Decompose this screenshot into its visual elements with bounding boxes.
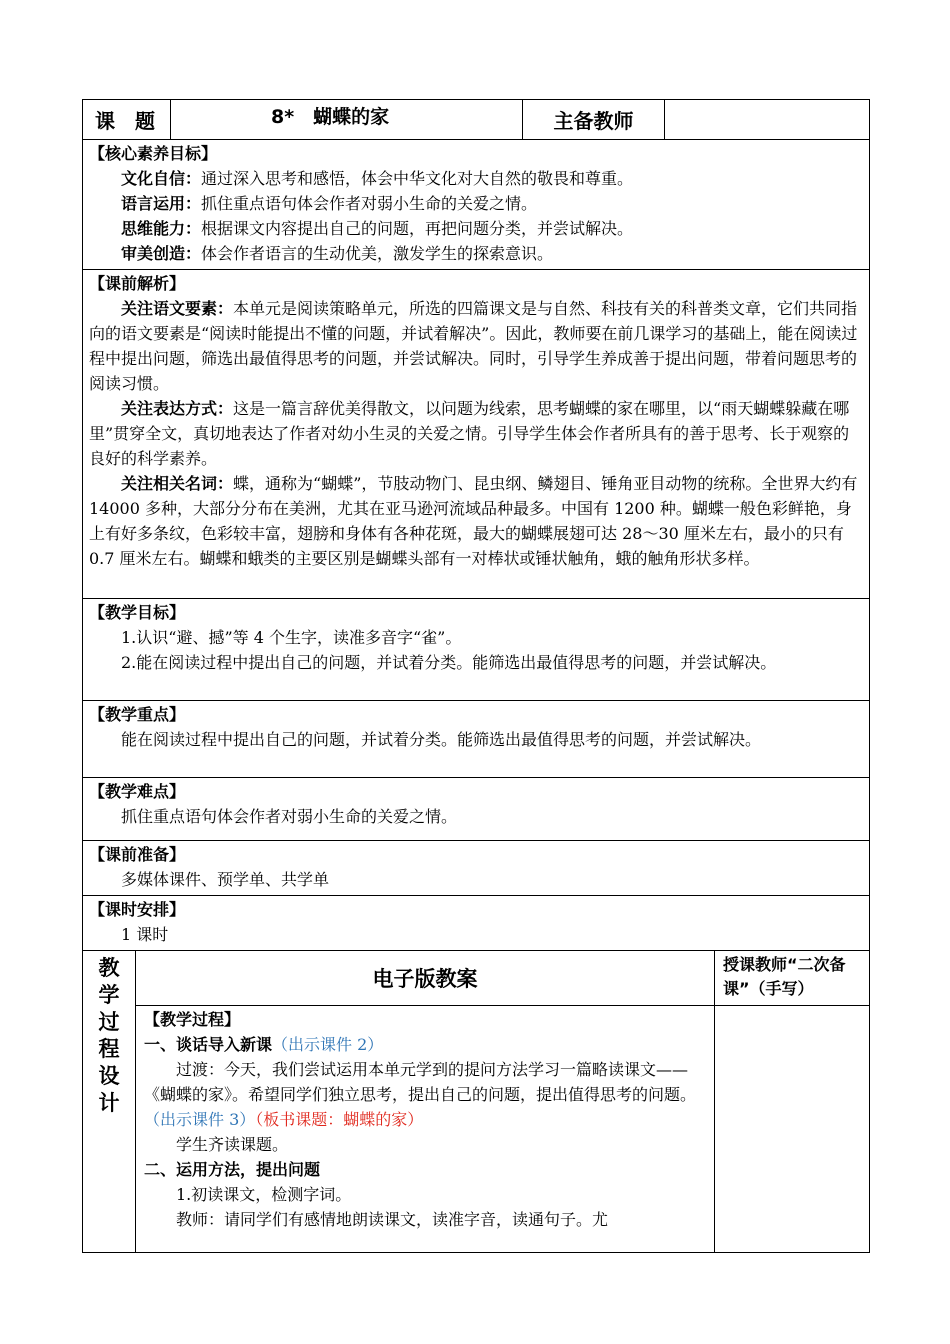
- design-header-row: [83, 951, 870, 1006]
- step1-heading: 一、谈话导入新课（出示课件 2）: [144, 1035, 384, 1054]
- step1-text: 过渡：今天，我们尝试运用本单元学到的提问方法学习一篇略读课文——《蝴蝶的家》。希望同学们独立思考，提出自己的问题，提出值得思考的问题。（出示课件 3）（板书课题：蝴蝶的家）: [144, 1060, 697, 1129]
- pre-analysis-item: 关注语文要素：本单元是阅读策略单元，所选的四篇课文是与自然、科技有关的科普类文章，它们共同指向的语文要素是“阅读时能提出不懂的问题，并试着解决”。因此，教师要在前几课学习的基础上，能在阅读过程中提出问题，筛选出最值得思考的问题，并尝试解决。同时，引导学生养成善于提出问题，带着问题思考的阅读习惯。: [89, 299, 858, 393]
- teaching-goals-row: [83, 599, 870, 701]
- plan-header: 电子版教案: [136, 951, 715, 1006]
- process-title: 【教学过程】: [144, 1010, 241, 1029]
- teaching-goal-item: 1.认识“避、撼”等 4 个生字，读准多音字“雀”。: [121, 628, 462, 647]
- preparation-title: 【课前准备】: [89, 845, 186, 864]
- core-goal-item: 审美创造：体会作者语言的生动优美，激发学生的探索意识。: [121, 244, 554, 263]
- step1-text2: 学生齐读课题。: [176, 1135, 289, 1154]
- pre-analysis-item: 关注表达方式：这是一篇言辞优美得散文，以问题为线索，思考蝴蝶的家在哪里，以“雨天蝴蝶躲藏在哪里”贯穿全文，真切地表达了作者对幼小生灵的关爱之情。引导学生体会作者所具有的善于思考、长于观察的良好的科学素养。: [89, 399, 850, 468]
- notes-header: 授课教师“二次备课”（手写）: [715, 951, 870, 1006]
- key-points-row: [83, 701, 870, 778]
- pre-analysis-row: [83, 270, 870, 599]
- process-cell: [136, 1006, 715, 1253]
- design-side-label: 教 学 过 程 设 计: [83, 951, 136, 1253]
- difficulties-row: [83, 778, 870, 841]
- key-points-text: 能在阅读过程中提出自己的问题，并试着分类。能筛选出最值得思考的问题，并尝试解决。: [121, 730, 762, 749]
- pre-analysis-item: 关注相关名词：蝶，通称为“蝴蝶”，节肢动物门、昆虫纲、鳞翅目、锤角亚目动物的统称。全世界大约有 14000 多种，大部分分布在美洲，尤其在亚马逊河流域品种最多。中国有 1200 种。蝴蝶一般色彩鲜艳，身上有好多条纹，色彩较丰富，翅膀和身体有各种花斑，最大的蝴蝶展翅可达 28～30 厘米左右，最小的只有 0.7 厘米左右。蝴蝶和蛾类的主要区别是蝴蝶头部有一对棒状或锤状触角，蛾的触角形状多样。: [89, 474, 858, 568]
- schedule-text: 1 课时: [121, 925, 169, 944]
- lesson-plan-table: [82, 99, 870, 1253]
- step2-text: 教师：请同学们有感情地朗读课文，读准字音，读通句子。尤: [176, 1210, 609, 1229]
- schedule-row: [83, 896, 870, 951]
- core-goal-item: 思维能力：根据课文内容提出自己的问题，再把问题分类，并尝试解决。: [121, 219, 634, 238]
- difficulties-text: 抓住重点语句体会作者对弱小生命的关爱之情。: [121, 807, 458, 826]
- core-goals-title: 【核心素养目标】: [89, 144, 218, 163]
- schedule-title: 【课时安排】: [89, 900, 186, 919]
- teacher-label: 主备教师: [523, 100, 665, 140]
- step2-heading: 二、运用方法，提出问题: [144, 1160, 321, 1179]
- step2-sub: 1.初读课文，检测字词。: [176, 1185, 352, 1204]
- teacher-value: [665, 100, 870, 140]
- teaching-goal-item: 2.能在阅读过程中提出自己的问题，并试着分类。能筛选出最值得思考的问题，并尝试解决。: [121, 653, 777, 672]
- teaching-goals-title: 【教学目标】: [89, 603, 186, 622]
- lesson-plan-page: [82, 99, 869, 1253]
- header-row: [83, 100, 870, 140]
- preparation-text: 多媒体课件、预学单、共学单: [121, 870, 330, 889]
- core-goal-item: 文化自信：通过深入思考和感悟，体会中华文化对大自然的敬畏和尊重。: [121, 169, 634, 188]
- difficulties-title: 【教学难点】: [89, 782, 186, 801]
- notes-cell[interactable]: [715, 1006, 870, 1253]
- core-goal-item: 语言运用：抓住重点语句体会作者对弱小生命的关爱之情。: [121, 194, 538, 213]
- pre-analysis-title: 【课前解析】: [89, 274, 186, 293]
- lesson-title: 8* 蝴蝶的家: [171, 100, 523, 140]
- preparation-row: [83, 841, 870, 896]
- key-points-title: 【教学重点】: [89, 705, 186, 724]
- topic-label: 课 题: [83, 100, 171, 140]
- core-goals-row: [83, 140, 870, 270]
- design-body-row: [83, 1006, 870, 1253]
